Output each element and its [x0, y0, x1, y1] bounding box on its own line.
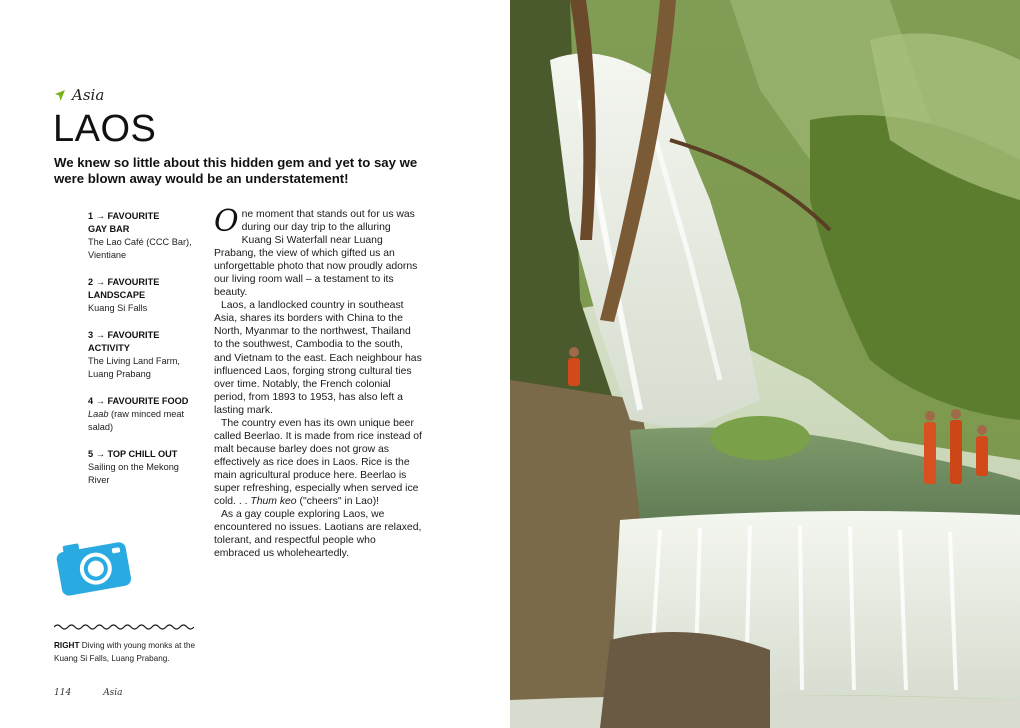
favourite-item: [88, 395, 198, 434]
arrow-icon: →: [95, 449, 108, 459]
favourite-detail: Sailing on the Mekong River: [88, 462, 179, 485]
favourite-number: 1: [88, 211, 94, 221]
intro-text: We knew so little about this hidden gem and yet to say we were blown away would be an understatement!: [54, 155, 418, 186]
favourite-heading-line2: LANDSCAPE: [88, 290, 146, 300]
favourite-heading-line2: ACTIVITY: [88, 343, 130, 353]
favourites-list: [88, 210, 198, 501]
favourite-detail: The Lao Café (CCC Bar), Vientiane: [88, 237, 192, 260]
caption-text: Diving with young monks at the Kuang Si Falls, Luang Prabang.: [54, 641, 196, 663]
page-footer: [54, 688, 123, 698]
page-title: LAOS: [53, 108, 157, 150]
favourite-heading: FAVOURITE: [107, 277, 160, 287]
article-body: [214, 204, 422, 560]
caption-direction: RIGHT: [54, 641, 80, 650]
favourite-detail-text: (raw minced meat salad): [88, 409, 185, 432]
favourite-detail-italic: Laab: [88, 409, 109, 419]
drop-cap: O: [214, 204, 239, 239]
favourite-heading: FAVOURITE: [107, 211, 160, 221]
favourite-heading-line2: GAY BAR: [88, 224, 130, 234]
arrow-icon: →: [95, 277, 108, 287]
section-header: [54, 86, 104, 104]
favourite-heading: FAVOURITE FOOD: [107, 396, 189, 406]
favourite-item: [88, 448, 198, 487]
monk-figure: [976, 425, 988, 476]
favourite-item: [88, 210, 198, 262]
page-number: 114: [54, 688, 72, 698]
favourite-number: 4: [88, 396, 94, 406]
favourite-heading: TOP CHILL OUT: [107, 449, 178, 459]
article-paragraph: As a gay couple exploring Laos, we encountered no issues. Laotians are relaxed, tolerant, and respectful people who embraced us wholeheartedly.: [214, 509, 422, 560]
toast-word: Thum keo: [250, 496, 297, 508]
favourite-item: [88, 276, 198, 315]
arrow-icon: →: [95, 330, 108, 340]
favourite-detail: Kuang Si Falls: [88, 303, 148, 313]
arrow-icon: →: [95, 396, 108, 406]
favourite-number: 2: [88, 277, 94, 287]
favourite-item: [88, 329, 198, 381]
favourite-detail: [88, 408, 198, 434]
photo-caption: [54, 640, 204, 665]
green-arrow-icon: [54, 89, 66, 102]
article-paragraph: The country even has its own unique beer called Beerlao. It is made from rice instead of malt because barley does not grow as effectively as rice does in Laos. Rice is the main agricultural produce here. Beerlao is super refreshing, especially when served ice cold. . . Thum keo ("cheers" in Lao)!: [214, 417, 422, 508]
article-paragraph: One moment that stands out for us was during our day trip to the alluring Kuang Si Waterfall near Luang Prabang, the view of which gifted us an unforgettable photo that now proudly adorns our living room wall – a testament to its beauty.: [214, 204, 418, 299]
waterfall-photo: [510, 0, 1020, 728]
section-label: Asia: [72, 86, 105, 104]
favourite-heading: FAVOURITE: [107, 330, 160, 340]
arrow-icon: →: [95, 211, 108, 221]
favourite-number: 3: [88, 330, 94, 340]
wave-divider: [54, 622, 194, 632]
favourite-number: 5: [88, 449, 94, 459]
article-paragraph: Laos, a landlocked country in southeast Asia, shares its borders with China to the North, Myanmar to the northwest, Thailand to the southwest, Cambodia to the south, and Vietnam to the east. Each neighbour has influenced Laos, forging strong cultural ties over time. Notably, the French colonial period, from 1893 to 1953, has also left a lasting mark.: [214, 300, 422, 416]
favourite-detail: The Living Land Farm, Luang Prabang: [88, 356, 180, 379]
camera-icon: [52, 532, 134, 596]
monk-figure: [568, 347, 580, 386]
footer-section: Asia: [103, 688, 123, 698]
